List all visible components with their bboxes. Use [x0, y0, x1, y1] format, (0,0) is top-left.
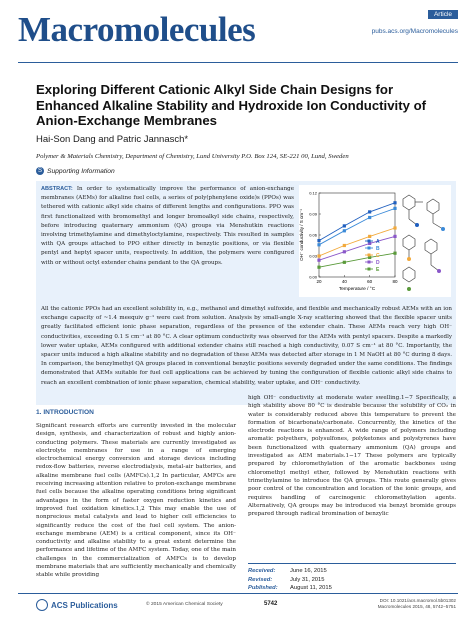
info-icon: S	[37, 168, 42, 174]
legend-marker-A	[368, 240, 371, 243]
section-heading-introduction: 1. INTRODUCTION	[36, 409, 94, 416]
data-point-D	[393, 235, 396, 238]
article-type-badge: Article	[428, 10, 458, 19]
header-divider	[18, 62, 458, 63]
y-tick-label: 0.09	[309, 211, 317, 217]
acs-logo-icon	[36, 599, 48, 611]
legend-label-B: B	[376, 245, 380, 252]
acs-publications-logo[interactable]: ACS Publications	[36, 599, 118, 611]
x-tick-label: 60	[367, 279, 373, 284]
copyright: © 2015 American Chemical Society	[146, 602, 223, 607]
polymer-structures	[403, 195, 443, 282]
journal-url-link[interactable]: pubs.acs.org/Macromolecules	[371, 28, 458, 35]
y-tick-label: 0.00	[309, 274, 317, 280]
x-tick-label: 40	[341, 279, 347, 284]
data-point-B	[343, 229, 346, 232]
data-point-C	[343, 244, 346, 247]
abstract-box	[36, 181, 456, 405]
legend-label-A: A	[376, 238, 380, 245]
data-point-C	[368, 235, 371, 238]
legend-label-D: D	[376, 259, 380, 266]
data-point-E	[317, 266, 320, 269]
history-published: Published: August 11, 2015	[248, 585, 332, 591]
y-tick-label: 0.12	[309, 190, 317, 196]
data-point-E	[393, 252, 396, 255]
legend-marker-E	[368, 268, 371, 271]
introduction-right-column: high OH⁻ conductivity at moderate water swelling.1−7 Specifically, a high stability above 80 °C is desirable because the solubility of CO₂ in water is considerably reduced above this temperature to prevent the formation of bicarbonate/carbonate. Concurrently, the kinetics of the electrode reactions is enhanced. A wide range of polymers including aromatic polyethers, polysulfones, polyketones and polystyrenes have been functionalized with quaternary ammonium (QA) groups and investigated as AEM materials.1−17 These polymers are typically prepared by chloromethylation of the aromatic backbones using chloromethyl methyl ether, followed by Menshutkin reactions with trimethylamine to introduce the QA groups. This route generally gives poor control of the concentration and location of the ionic groups, and requires handling of carcinogenic chloromethylation agents. Alternatively, QA groups may be introduced via benzyl bromide groups prepared through radical bromination of benzylic	[248, 395, 456, 518]
history-received: Received: June 16, 2015	[248, 568, 327, 574]
history-revised: Revised: July 31, 2015	[248, 576, 325, 583]
plot-frame	[319, 193, 395, 277]
legend-label-E: E	[376, 266, 380, 273]
journal-title: Macromolecules	[18, 10, 256, 49]
publication-history	[248, 563, 456, 593]
plot-axes	[299, 191, 398, 293]
supporting-information-link[interactable]	[36, 167, 115, 175]
quaternary-ammonium-markers	[407, 223, 445, 291]
abstract-label: ABSTRACT:	[41, 186, 73, 192]
conductivity-chart	[299, 185, 451, 297]
data-point-B	[317, 243, 320, 246]
legend-label-C: C	[376, 252, 380, 259]
affiliation: Polymer & Materials Chemistry, Department of Chemistry, Lund University P.O. Box 124, SE-221 00, Lund, Sweden	[36, 153, 349, 160]
data-point-D	[343, 250, 346, 253]
toc-graphic	[299, 185, 451, 297]
series-line-A	[319, 203, 395, 241]
abstract-body-top: In order to systematically improve the performance of anion-exchange membranes (AEMs) for alkaline fuel cells, a series of poly(phenylene oxide)s (PPOs) was tethered with cationic alkyl side chains of different lengths and configurations. PPO was first functionalized with bromomethyl and longer bromoalkyl side chains, respectively, before introducing quaternary ammonium (QA) groups via Menshutkin reactions involving trimethylamine and dimethyloctylamine, respectively. This resulted in samples with QA groups attached to PPO either directly in benzylic positions, or via flexible pentyl and heptyl spacer units, respectively. In addition, the polymers were configured with or without octyl extender chains pendant to the QA groups.	[41, 186, 295, 266]
legend-marker-C	[368, 254, 371, 257]
data-point-C	[317, 254, 320, 257]
data-point-C	[393, 226, 396, 229]
series-line-C	[319, 228, 395, 256]
y-tick-label: 0.06	[309, 232, 317, 238]
citation: Macromolecules 2015, 48, 5742−5751	[377, 604, 456, 610]
introduction-left-column: Significant research efforts are currently invested in the molecular design, synthesis, and characterization of robust and highly anion-conducting polymers. These materials are currently investigated as electrolyte membranes for use in a range of emerging electrochemical energy conversion and storage devices including redox-flow batteries, reverse electrodialysis, metal-air batteries, and alkaline membrane fuel cells (AMFCs).1,2 In particular, AMFCs are receiving increasing attention relative to proton-exchange membrane fuel cells because the alkaline operating conditions bring significant advantages in the form of faster oxygen reduction kinetics and improved fuel oxidation kinetics.1,2 This may enable the use of nonprecious metal catalysts and lead to higher cell efficiencies to significantly reduce the cost of the fuel cell system. The anion-exchange membrane (AEM) is a critical component, since its OH⁻ conductivity and alkaline stability to a great extent determine the performance and lifetime of the AMFC system. Today, one of the main challenges in the commercialization of AMFCs is to develop membrane materials that are sufficiently mechanically and chemically stable while providing	[36, 423, 236, 579]
data-point-A	[368, 210, 371, 213]
y-axis-label: OH⁻ conductivity / S cm⁻¹	[299, 209, 304, 261]
x-tick-label: 80	[392, 279, 398, 284]
page-number: 5742	[264, 601, 278, 607]
plot-series	[317, 201, 396, 269]
data-point-E	[343, 261, 346, 264]
series-line-D	[319, 236, 395, 260]
data-point-D	[317, 259, 320, 262]
data-point-B	[368, 216, 371, 219]
legend-marker-D	[368, 261, 371, 264]
data-point-B	[393, 207, 396, 210]
series-line-E	[319, 253, 395, 267]
author-list: Hai-Son Dang and Patric Jannasch*	[36, 134, 189, 145]
abstract-text-top	[41, 185, 294, 268]
footer-divider	[18, 593, 458, 594]
abstract-body-bottom: All the cationic PPOs had an excellent solubility in, e.g., methanol and dimethyl sulfoxide, and flexible and mechanically robust AEMs with an ion exchange capacity of ~1.4 meequiv g⁻¹ were cast from solution. Analysis by small-angle X-ray scattering showed that the flexible spacer units greatly facilitated efficient ionic phase separation, regardless of the presence of the extender chain. These AEMs reach very high OH⁻ conductivities, exceeding 0.1 S cm⁻¹ at 80 °C. A clear optimum conductivity was observed for the AEMs with pentyl spacers. Despite a markedly lower water uptake, AEMs configured with additional extender chains still reached a high conductivity, 0.07 S cm⁻¹ at 80 °C. Importantly, the spacer units induced a high alkaline stability and no degradation of these AEMs was detected after storage in 1 M NaOH at 80 °C during 8 days. In comparison, the benzylmethyl QA groups placed in conventional benzylic positions severely degraded under the same conditions. The findings demonstrated that AEMs suitable for fuel cell applications can be achieved by tuning the configuration of flexible cationic alkyl side chains to reach an excellent combination of ionic phase separation, chemical stability, water uptake, and OH⁻ conductivity.	[41, 306, 452, 386]
doi: DOI: 10.1021/acs.macromol.5b01302	[379, 598, 456, 603]
masthead	[18, 8, 458, 58]
data-point-A	[343, 224, 346, 227]
x-axis-label: Temperature / °C	[338, 287, 376, 292]
y-tick-label: 0.03	[309, 253, 317, 259]
x-tick-label: 20	[316, 279, 322, 284]
legend-marker-B	[368, 247, 371, 250]
doi-citation[interactable]	[378, 598, 456, 611]
data-point-A	[393, 201, 396, 204]
page-footer	[36, 597, 456, 615]
data-point-A	[317, 239, 320, 242]
supporting-information-label: Supporting Information	[47, 167, 115, 175]
paper-title: Exploring Different Cationic Alkyl Side Chain Designs for Enhanced Alkaline Stability and Hydroxide Ion Conductivity of Anion-Exchange Membranes	[36, 82, 427, 128]
